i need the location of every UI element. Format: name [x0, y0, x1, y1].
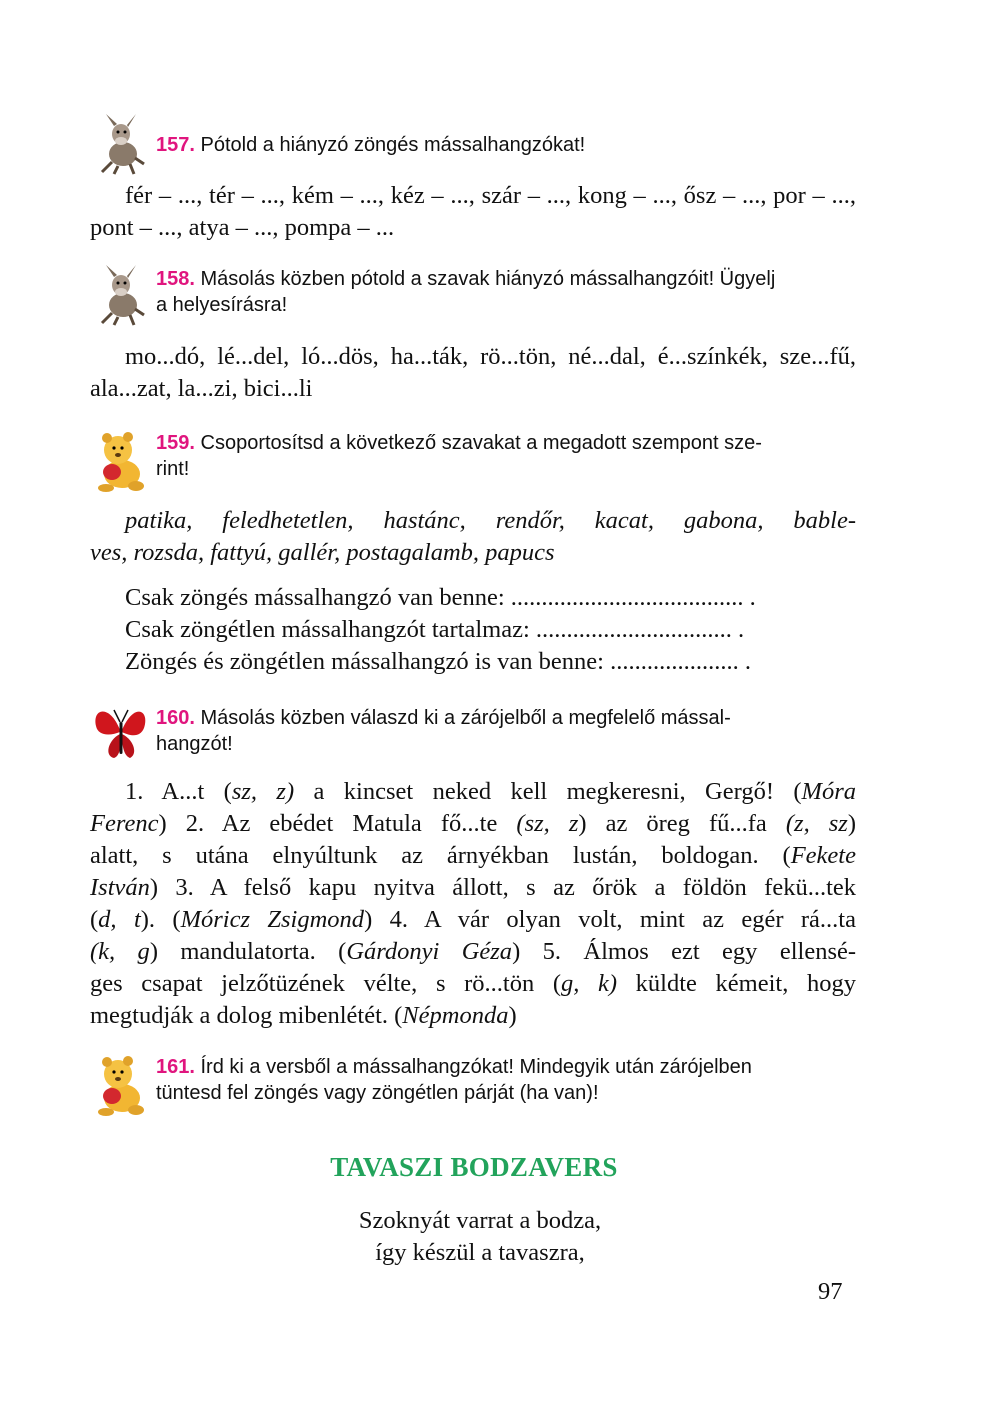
instruction-line	[156, 266, 860, 292]
body-line: (k, g) mandulatorta. (Gárdonyi Géza) 5. Álmos ezt egy ellensé-	[90, 938, 857, 965]
task-158-body: mo...dó, lé...del, ló...dös, ha...ták, rö...tön, né...dal, é...színkék, sze...fű, ala...zat, la...zi, bici...li	[90, 343, 856, 402]
poem-body	[0, 1205, 960, 1269]
body-line: alatt, s utána elnyúltunk az árnyékban lustán, boldogan. (Fekete	[90, 842, 856, 869]
task-number: 159.	[156, 432, 195, 454]
task-160	[90, 700, 860, 757]
instruction-line: a helyesírásra!	[156, 294, 288, 316]
bear-icon	[90, 428, 150, 492]
answer-row: Csak zöngétlen mássalhangzót tartalmaz: ................................ .	[125, 616, 745, 643]
poem-line: így készül a tavaszra,	[375, 1239, 585, 1266]
task-161	[90, 1052, 860, 1106]
task-160-body	[90, 776, 856, 1032]
task-number: 160.	[156, 707, 195, 729]
instruction-text: Pótold a hiányzó zöngés mássalhangzókat!	[200, 134, 586, 156]
task-157-body: fér – ..., tér – ..., kém – ..., kéz – ..., szár – ..., kong – ..., ősz – ..., por – ..., pont – ..., atya – ..., pompa – ...	[90, 182, 856, 241]
poem-title: TAVASZI BODZAVERS	[330, 1152, 618, 1182]
task-159	[90, 428, 860, 482]
instruction-text: Másolás közben válaszd ki a zárójelből a megfelelő mással-	[200, 707, 731, 729]
instruction-text: Írd ki a versből a mássalhangzókat! Mindegyik után zárójelben	[200, 1056, 752, 1078]
task-number: 157.	[156, 134, 195, 156]
task-instruction	[156, 112, 860, 158]
words-line: patika, feledhetetlen, hastánc, rendőr, kacat, gabona, bable-	[125, 507, 856, 534]
words-line: ves, rozsda, fattyú, gallér, postagalamb, papucs	[90, 539, 555, 566]
answer-row: Csak zöngés mássalhangzó van benne: ...................................... .	[125, 584, 756, 611]
task-number: 158.	[156, 268, 195, 290]
donkey-icon	[90, 112, 150, 176]
instruction-line: rint!	[156, 458, 190, 480]
task-157	[90, 112, 860, 158]
task-instruction	[156, 428, 860, 482]
body-line: (d, t). (Móricz Zsigmond) 4. A vár olyan volt, mint az egér rá...ta	[90, 906, 856, 933]
body-line: megtudják a dolog mibenlétét. (Népmonda)	[90, 1002, 517, 1029]
task-instruction	[156, 263, 860, 318]
body-line: István) 3. A felső kapu nyitva állott, s az őrök a földön fekü...tek	[90, 874, 856, 901]
poem-line: Szoknyát varrat a bodza,	[358, 1207, 602, 1234]
instruction-text: Másolás közben pótold a szavak hiányzó mássalhangzóit! Ügyelj	[200, 268, 776, 290]
task-159-words	[90, 505, 856, 569]
task-158	[90, 263, 860, 318]
body-line: Ferenc) 2. Az ebédet Matula fő...te (sz, z) az öreg fű...fa (z, sz)	[90, 810, 856, 837]
instruction-line	[156, 705, 860, 731]
task-number: 161.	[156, 1056, 195, 1078]
body-line: 1. A...t (sz, z) a kincset neked kell megkeresni, Gergő! (Móra	[125, 778, 856, 805]
instruction-line: tüntesd fel zöngés vagy zöngétlen párját (ha van)!	[156, 1082, 599, 1104]
body-line: ges csapat jelzőtüzének vélte, s rö...tön (g, k) küldte kémeit, hogy	[90, 970, 856, 997]
answer-row: Zöngés és zöngétlen mássalhangzó is van benne: ..................... .	[125, 648, 751, 675]
donkey-icon	[90, 263, 150, 327]
task-instruction	[156, 1052, 860, 1106]
bear-icon	[90, 1052, 150, 1116]
page-number: 97	[818, 1278, 843, 1305]
instruction-line	[156, 430, 860, 456]
task-instruction	[156, 700, 860, 757]
task-159-rows	[125, 582, 858, 678]
instruction-line	[156, 1054, 860, 1080]
instruction-text: Csoportosítsd a következő szavakat a megadott szempont sze-	[200, 432, 762, 454]
butterfly-icon	[90, 700, 150, 764]
instruction-line: hangzót!	[156, 733, 233, 755]
